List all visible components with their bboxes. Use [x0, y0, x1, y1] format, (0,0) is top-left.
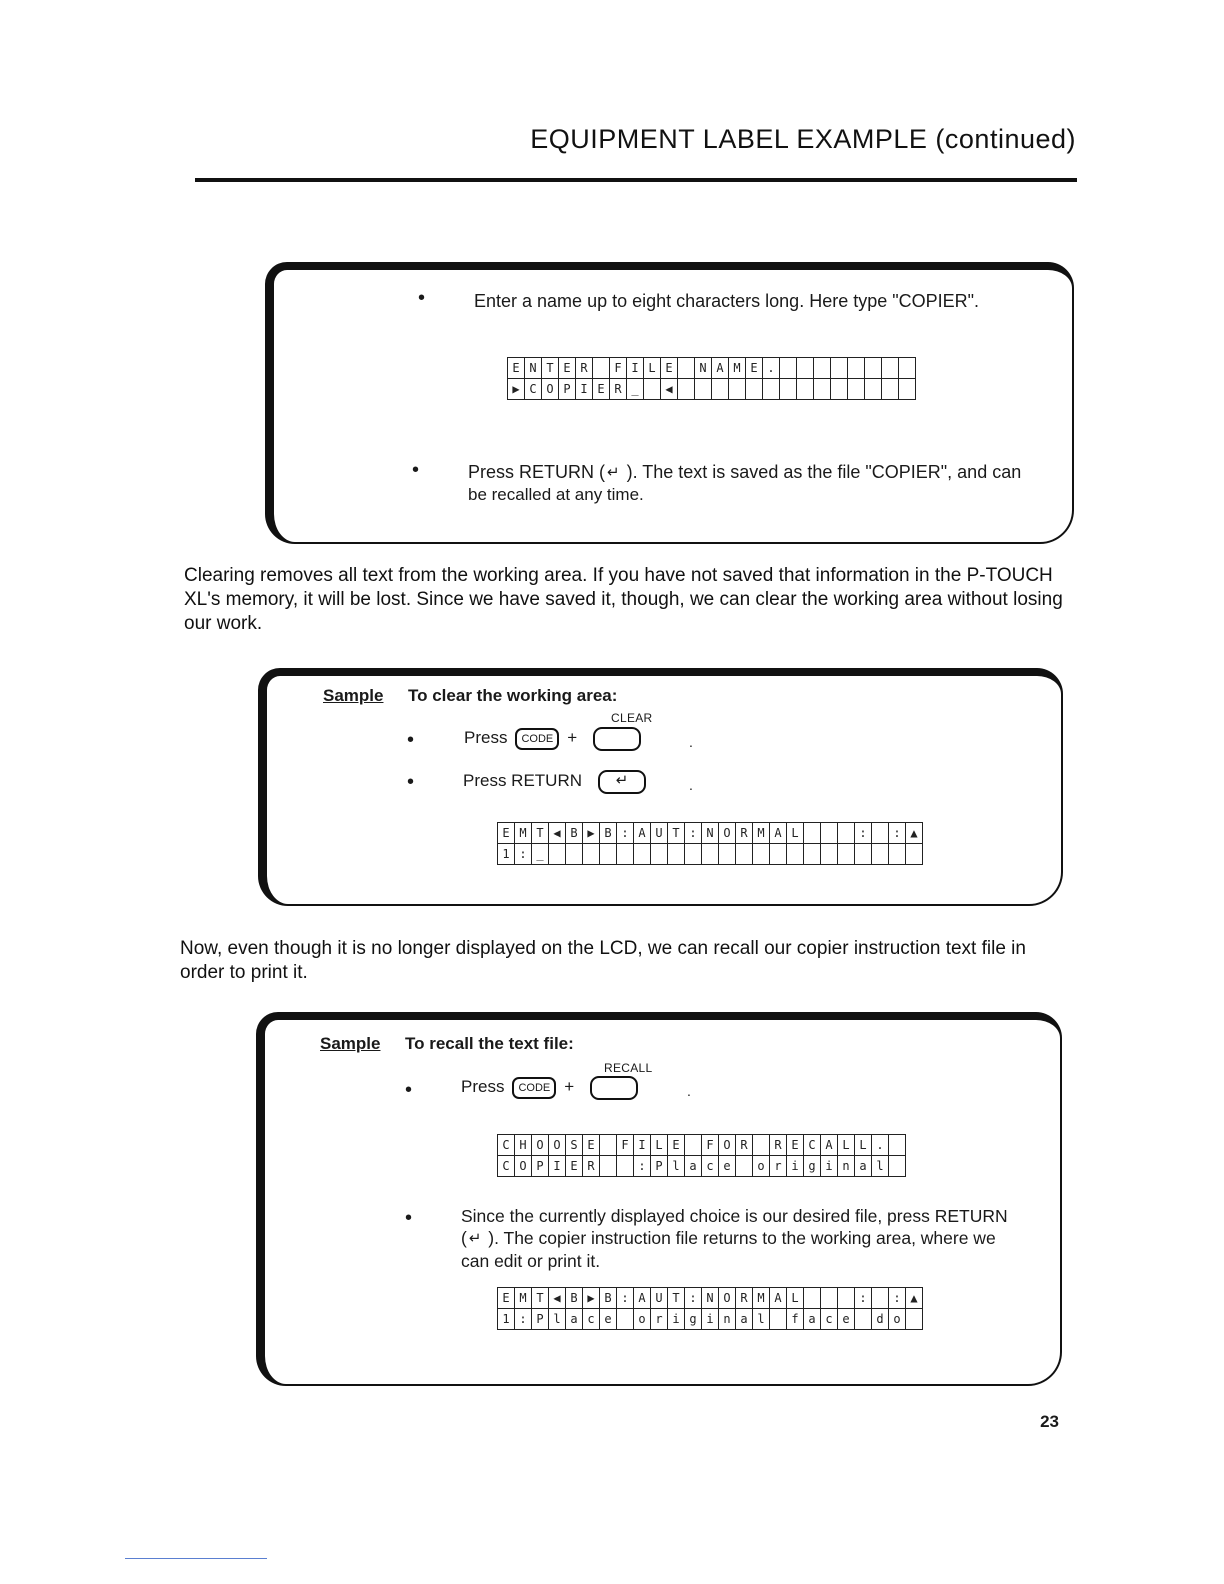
lcd-cell: l [667, 1155, 685, 1177]
lcd-cell [898, 378, 916, 400]
lcd-cell: A [633, 822, 651, 844]
lcd-cell: L [786, 1287, 804, 1309]
lcd-cell [769, 843, 787, 865]
key-label: RECALL [604, 1061, 653, 1075]
lcd-cell [813, 357, 831, 379]
lcd-cell: A [820, 1134, 838, 1156]
page-number: 23 [1040, 1412, 1059, 1431]
lcd-cell [796, 378, 814, 400]
lcd-cell [633, 843, 651, 865]
lcd-cell: O [514, 1155, 532, 1177]
lcd-cell: _ [531, 843, 549, 865]
lcd-cell [837, 1287, 855, 1309]
lcd-cell: P [531, 1155, 549, 1177]
lcd-cell: : [854, 822, 872, 844]
lcd-cell: C [497, 1155, 515, 1177]
paragraph-line: our work. [184, 613, 263, 634]
lcd-display [507, 357, 915, 399]
lcd-cell: E [786, 1134, 804, 1156]
lcd-cell: E [660, 357, 678, 379]
lcd-cell: P [531, 1308, 549, 1330]
lcd-cell: L [650, 1134, 668, 1156]
lcd-cell [830, 357, 848, 379]
lcd-cell: M [514, 1287, 532, 1309]
lcd-cell: S [565, 1134, 583, 1156]
lcd-cell: C [524, 378, 542, 400]
lcd-cell [837, 843, 855, 865]
lcd-cell: n [837, 1155, 855, 1177]
lcd-cell [905, 843, 923, 865]
paragraph-line: XL's memory, it will be lost. Since we have saved it, though, we can clear the working area without losing [184, 589, 1063, 610]
lcd-cell [786, 843, 804, 865]
footer-line [125, 1558, 267, 1559]
lcd-cell: ▲ [905, 822, 923, 844]
lcd-cell: a [854, 1155, 872, 1177]
lcd-cell: ◀ [660, 378, 678, 400]
lcd-cell: H [514, 1134, 532, 1156]
lcd-cell: E [592, 378, 610, 400]
lcd-cell: M [728, 357, 746, 379]
lcd-cell: : [684, 1287, 702, 1309]
title-rule [195, 178, 1077, 182]
key-label: CLEAR [611, 711, 653, 725]
lcd-cell: T [541, 357, 559, 379]
code-key: CODE [515, 728, 559, 750]
lcd-cell [888, 1134, 906, 1156]
lcd-cell: C [497, 1134, 515, 1156]
lcd-cell: a [684, 1155, 702, 1177]
lcd-cell: N [524, 357, 542, 379]
lcd-cell [769, 1308, 787, 1330]
lcd-cell: f [786, 1308, 804, 1330]
lcd-cell: ▶ [582, 1287, 600, 1309]
lcd-cell [830, 378, 848, 400]
lcd-cell: i [701, 1308, 719, 1330]
lcd-cell: . [762, 357, 780, 379]
clear-key [593, 727, 641, 751]
lcd-cell: : [616, 822, 634, 844]
lcd-cell: A [769, 822, 787, 844]
lcd-cell: _ [626, 378, 644, 400]
lcd-cell: : [616, 1287, 634, 1309]
text-line: Since the currently displayed choice is our desired file, press RETURN [461, 1206, 1008, 1226]
period: . [689, 777, 693, 793]
plus-sign: + [564, 1077, 575, 1096]
lcd-cell: a [803, 1308, 821, 1330]
lcd-cell [779, 357, 797, 379]
lcd-cell [667, 843, 685, 865]
text-fragment: ). The text is saved as the file "COPIER", and can [621, 462, 1022, 482]
lcd-cell: T [531, 822, 549, 844]
lcd-cell [616, 1155, 634, 1177]
lcd-cell: R [735, 1287, 753, 1309]
text-fragment: ). The copier instruction file returns to the working area, where we [483, 1228, 996, 1248]
lcd-cell: R [609, 378, 627, 400]
lcd-cell [854, 843, 872, 865]
lcd-cell: O [548, 1134, 566, 1156]
lcd-cell [592, 357, 610, 379]
lcd-cell [898, 357, 916, 379]
lcd-cell: e [599, 1308, 617, 1330]
lcd-cell: F [701, 1134, 719, 1156]
lcd-cell [565, 843, 583, 865]
lcd-cell [599, 843, 617, 865]
lcd-cell [752, 843, 770, 865]
page-title: EQUIPMENT LABEL EXAMPLE (continued) [530, 124, 1076, 154]
lcd-cell: B [599, 1287, 617, 1309]
period: . [689, 734, 693, 750]
return-icon: ↵ [607, 464, 620, 482]
bullet-dot: • [405, 1207, 413, 1229]
instruction-text: Enter a name up to eight characters long. Here type "COPIER". [474, 291, 980, 311]
lcd-cell: a [735, 1308, 753, 1330]
lcd-cell: A [769, 1287, 787, 1309]
lcd-cell: E [497, 1287, 515, 1309]
lcd-cell: : [684, 822, 702, 844]
lcd-cell: n [718, 1308, 736, 1330]
lcd-cell: E [565, 1155, 583, 1177]
lcd-cell: I [548, 1155, 566, 1177]
bullet-dot: • [407, 729, 415, 751]
lcd-cell [820, 843, 838, 865]
lcd-cell: N [701, 1287, 719, 1309]
lcd-cell [599, 1134, 617, 1156]
lcd-cell: E [745, 357, 763, 379]
lcd-cell [677, 357, 695, 379]
lcd-cell [711, 378, 729, 400]
lcd-cell: L [854, 1134, 872, 1156]
bullet-dot: • [407, 771, 415, 793]
lcd-cell [803, 822, 821, 844]
lcd-cell: : [633, 1155, 651, 1177]
lcd-cell: ◀ [548, 1287, 566, 1309]
section-heading: To clear the working area: [408, 686, 618, 705]
lcd-cell: B [599, 822, 617, 844]
lcd-cell: : [888, 1287, 906, 1309]
lcd-cell: R [575, 357, 593, 379]
lcd-cell [820, 822, 838, 844]
lcd-cell: P [650, 1155, 668, 1177]
lcd-cell: C [803, 1134, 821, 1156]
lcd-cell: e [837, 1308, 855, 1330]
lcd-cell: 1 [497, 1308, 515, 1330]
lcd-cell: N [701, 822, 719, 844]
sample-label: Sample [320, 1034, 381, 1053]
lcd-cell [677, 378, 695, 400]
period: . [687, 1083, 691, 1099]
lcd-cell: o [633, 1308, 651, 1330]
lcd-cell [871, 843, 889, 865]
text-line: can edit or print it. [461, 1251, 601, 1272]
lcd-cell: T [667, 822, 685, 844]
lcd-cell: B [565, 822, 583, 844]
lcd-cell: o [752, 1155, 770, 1177]
lcd-cell: l [752, 1308, 770, 1330]
lcd-cell: i [820, 1155, 838, 1177]
lcd-cell [803, 1287, 821, 1309]
instruction-text: be recalled at any time. [468, 485, 644, 504]
lcd-cell: U [650, 822, 668, 844]
press-text: Press [464, 728, 508, 747]
lcd-cell: M [752, 822, 770, 844]
lcd-cell: r [650, 1308, 668, 1330]
lcd-cell: T [531, 1287, 549, 1309]
lcd-row [497, 822, 922, 843]
lcd-cell [701, 843, 719, 865]
lcd-cell [881, 357, 899, 379]
body-paragraph [184, 564, 1084, 636]
lcd-cell [582, 843, 600, 865]
lcd-cell: : [514, 1308, 532, 1330]
lcd-cell [735, 843, 753, 865]
lcd-cell: l [871, 1155, 889, 1177]
lcd-cell: e [718, 1155, 736, 1177]
sample-label: Sample [323, 686, 384, 705]
lcd-cell: c [701, 1155, 719, 1177]
lcd-cell: c [820, 1308, 838, 1330]
section-heading: To recall the text file: [405, 1034, 574, 1053]
lcd-cell: L [786, 822, 804, 844]
plus-sign: + [567, 728, 578, 747]
press-line [461, 1074, 638, 1100]
lcd-display [497, 1287, 922, 1329]
lcd-cell: R [735, 1134, 753, 1156]
lcd-cell: M [514, 822, 532, 844]
lcd-cell [616, 843, 634, 865]
lcd-row [507, 378, 915, 399]
lcd-cell: O [531, 1134, 549, 1156]
lcd-cell: i [667, 1308, 685, 1330]
lcd-cell: P [558, 378, 576, 400]
paragraph-line: Now, even though it is no longer displayed on the LCD, we can recall our copier instruction text file in [180, 938, 1026, 959]
lcd-cell [684, 1134, 702, 1156]
lcd-row [497, 1155, 905, 1176]
bullet-dot: • [418, 287, 426, 309]
lcd-row [497, 843, 922, 864]
lcd-cell [650, 843, 668, 865]
press-line [464, 725, 641, 751]
lcd-row [497, 1308, 922, 1329]
lcd-cell [820, 1287, 838, 1309]
return-key: ↵ [598, 770, 646, 794]
lcd-row [507, 357, 915, 378]
lcd-cell: E [667, 1134, 685, 1156]
lcd-row [497, 1134, 905, 1155]
text-line [461, 1227, 1008, 1250]
lcd-cell: o [888, 1308, 906, 1330]
lcd-cell [864, 378, 882, 400]
lcd-cell [752, 1134, 770, 1156]
lcd-cell [728, 378, 746, 400]
lcd-cell [888, 1155, 906, 1177]
lcd-cell [684, 843, 702, 865]
text-fragment: ( [461, 1228, 467, 1248]
lcd-cell: c [582, 1308, 600, 1330]
lcd-cell: E [558, 357, 576, 379]
lcd-cell [837, 822, 855, 844]
lcd-cell [718, 843, 736, 865]
lcd-cell [871, 1287, 889, 1309]
lcd-cell [548, 843, 566, 865]
lcd-cell [694, 378, 712, 400]
lcd-cell: 1 [497, 843, 515, 865]
lcd-cell: A [711, 357, 729, 379]
recall-key [590, 1076, 638, 1100]
lcd-cell: R [582, 1155, 600, 1177]
lcd-cell [854, 1308, 872, 1330]
lcd-cell: F [609, 357, 627, 379]
lcd-cell: : [888, 822, 906, 844]
lcd-cell: I [626, 357, 644, 379]
lcd-cell [864, 357, 882, 379]
bullet-dot: • [405, 1079, 413, 1101]
lcd-cell: : [514, 843, 532, 865]
lcd-cell: N [694, 357, 712, 379]
press-text: Press [461, 1077, 505, 1096]
lcd-cell [796, 357, 814, 379]
lcd-cell: i [786, 1155, 804, 1177]
lcd-cell: I [575, 378, 593, 400]
lcd-cell: O [718, 1287, 736, 1309]
lcd-cell: L [837, 1134, 855, 1156]
lcd-cell [745, 378, 763, 400]
lcd-row [497, 1287, 922, 1308]
instruction-text [468, 461, 1021, 484]
lcd-display [497, 1134, 905, 1176]
lcd-cell: a [565, 1308, 583, 1330]
lcd-cell [813, 378, 831, 400]
lcd-cell [881, 378, 899, 400]
lcd-cell: A [633, 1287, 651, 1309]
lcd-cell: R [769, 1134, 787, 1156]
paragraph-line: order to print it. [180, 962, 308, 983]
lcd-cell: U [650, 1287, 668, 1309]
lcd-cell: ▶ [507, 378, 525, 400]
lcd-cell [888, 843, 906, 865]
lcd-cell: ◀ [548, 822, 566, 844]
lcd-cell: g [803, 1155, 821, 1177]
lcd-cell [803, 843, 821, 865]
lcd-cell [735, 1155, 753, 1177]
lcd-cell: ▶ [582, 822, 600, 844]
lcd-cell: l [548, 1308, 566, 1330]
lcd-display [497, 822, 922, 864]
lcd-cell [871, 822, 889, 844]
code-key: CODE [512, 1077, 556, 1099]
instruction-text [461, 1205, 1008, 1272]
lcd-cell [616, 1308, 634, 1330]
lcd-cell: d [871, 1308, 889, 1330]
lcd-cell: E [507, 357, 525, 379]
lcd-cell: I [633, 1134, 651, 1156]
text-fragment: Press RETURN ( [468, 462, 606, 482]
lcd-cell: T [667, 1287, 685, 1309]
lcd-cell: R [735, 822, 753, 844]
lcd-cell: F [616, 1134, 634, 1156]
lcd-cell: ▲ [905, 1287, 923, 1309]
lcd-cell: M [752, 1287, 770, 1309]
lcd-cell: O [541, 378, 559, 400]
lcd-cell: E [497, 822, 515, 844]
lcd-cell [762, 378, 780, 400]
press-return-text: Press RETURN [463, 771, 583, 790]
paragraph-line: Clearing removes all text from the working area. If you have not saved that information in the P-TOUCH [184, 565, 1053, 586]
lcd-cell [643, 378, 661, 400]
lcd-cell: L [643, 357, 661, 379]
lcd-cell: r [769, 1155, 787, 1177]
bullet-dot: • [412, 459, 420, 481]
press-line [463, 768, 646, 794]
lcd-cell: E [582, 1134, 600, 1156]
lcd-cell: g [684, 1308, 702, 1330]
lcd-cell [847, 357, 865, 379]
lcd-cell: : [854, 1287, 872, 1309]
lcd-cell [599, 1155, 617, 1177]
lcd-cell: . [871, 1134, 889, 1156]
lcd-cell: B [565, 1287, 583, 1309]
return-icon: ↵ [468, 1230, 482, 1248]
lcd-cell: O [718, 822, 736, 844]
lcd-cell: O [718, 1134, 736, 1156]
lcd-cell [779, 378, 797, 400]
lcd-cell [847, 378, 865, 400]
body-paragraph [180, 937, 1080, 985]
lcd-cell [905, 1308, 923, 1330]
